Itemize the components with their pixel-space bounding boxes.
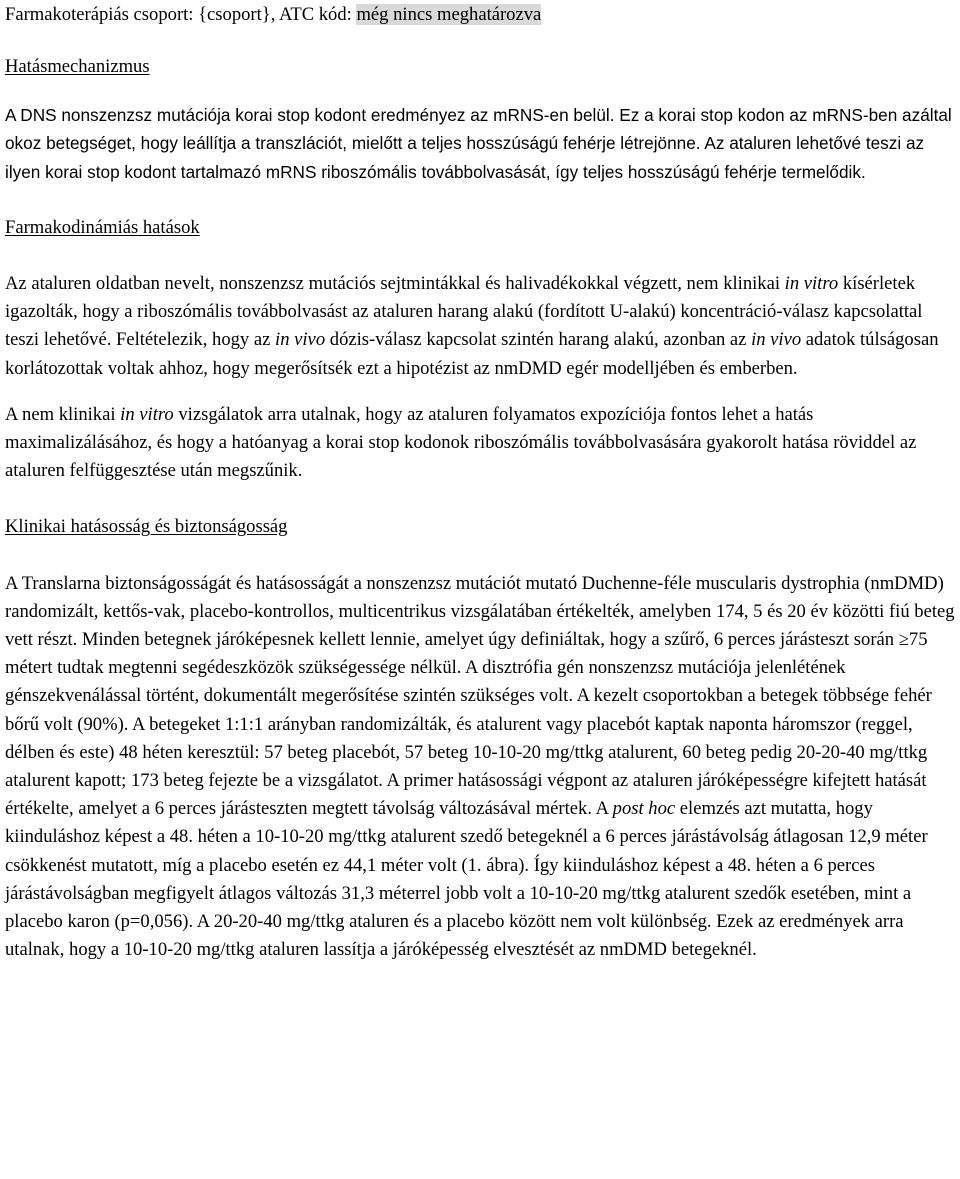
pd-p2-text-b: vizsgálatok arra utalnak, hogy az ataluren folyamatos expozíciója fontos lehet a hatás maximalizálásához, és hogy a hatóanyag a korai stop kodonok riboszómális továbbolvasására gyakorolt hatása röviddel az ataluren felfüggesztése után megszűnik. [5,403,917,482]
efficacy-paragraph [5,570,956,965]
therapeutic-group-prefix: Farmakoterápiás csoport: {csoport}, ATC kód: [5,4,357,25]
pd-p1-text-d: adatok túlságosan korlátozottak voltak ahhoz, hogy megerősítsék ezt a hipotézist az nmDMD egér modelljében és emberben. [5,329,939,379]
pd-p1-text-b: kísérletek igazolták, hogy a riboszómális továbbolvasást az ataluren harang alakú (fordított U-alakú) koncentráció-válasz kapcsolattal teszi lehetővé. Feltételezik, hogy az [5,273,923,351]
efficacy-text-a: A Translarna biztonságosságát és hatásosságát a nonszenzsz mutációt mutató Duchenne-féle muscularis dystrophia (nmDMD) randomizált, kettős-vak, placebo-kontrollos, multicentrikus vizsgálatában értékelték, amelyben 174, 5 és 20 év közötti fiú beteg vett részt. Minden betegnek járóképesnek kellett lennie, amelyet úgy definiáltak, hogy a szűrő, 6 perces járásteszt során ≥75 métert tudtak megtenni segédeszközök szükségessége nélkül. A disztrófia gén nonszenzsz mutációja jelenlétének génszekvenálással történt, dokumentált megerősítése szintén szükséges volt. A kezelt csoportokban a betegek többsége fehér bőrű volt (90%). A betegeket 1:1:1 arányban randomizálták, és atalurent vagy placebót kaptak naponta háromszor (reggel, délben és este) 48 héten keresztül: 57 beteg placebót, 57 beteg 10-10-20 mg/ttkg atalurent, 60 beteg pedig 20-20-40 mg/ttkg atalurent kapott; 173 beteg fejezte be a vizsgálatot. A primer hatásossági végpont az ataluren járóképességre kifejtett hatását értékelte, amelyet a 6 perces járásteszten megtett távolság változásával mértek. A [5,572,955,820]
pharmacodynamics-paragraph-2 [5,401,956,486]
efficacy-heading: Klinikai hatásosság és biztonságosság [5,516,288,538]
mechanism-paragraph: A DNS nonszenzsz mutációja korai stop kodont eredményez az mRNS-en belül. Ez a korai stop kodon az mRNS-ben azáltal okoz betegséget, hogy leállítja a transzlációt, mielőtt a teljes hosszúságú fehérje létrejönne. Az ataluren lehetővé teszi az ilyen korai stop kodont tartalmazó mRNS riboszómális továbbolvasását, így teljes hosszúságú fehérje termelődik. [5,105,952,182]
pharmacodynamics-heading: Farmakodinámiás hatások [5,216,200,238]
efficacy-text-b: elemzés azt mutatta, hogy kiinduláshoz képest a 48. héten a 10-10-20 mg/ttkg atalurent szedő betegeknél a 6 perces járástávolság átlagosan 12,9 méter csökkenést mutatott, míg a placebo esetén ez 44,1 méter volt (1. ábra). Így kiinduláshoz képest a 48. héten a 6 perces járástávolságban megfigyelt átlagos változás 31,3 méterrel jobb volt a 10-10-20 mg/ttkg atalurent szedők esetében, mint a placebo karon (p=0,056). A 20-20-40 mg/ttkg ataluren és a placebo között nem volt különbség. Ezek az eredmények arra utalnak, hogy a 10-10-20 mg/ttkg ataluren lassítja a járóképesség elvesztését az nmDMD betegeknél. [5,798,928,961]
pd-p1-text-a: Az ataluren oldatban nevelt, nonszenzsz mutációs sejtmintákkal és halivadékokkal végzett, nem klinikai [5,273,785,295]
pd-p2-text-a: A nem klinikai [5,403,121,425]
efficacy-post-hoc: post hoc [612,798,676,820]
pd-p1-in-vivo-2: in vivo [751,329,802,351]
therapeutic-group-line [5,1,956,31]
pd-p1-in-vitro: in vitro [784,273,839,295]
pd-p1-text-c: dózis-válasz kapcsolat szintén harang alakú, azonban az [325,329,752,351]
pd-p2-in-vitro: in vitro [120,403,174,425]
mechanism-heading: Hatásmechanizmus [5,56,150,77]
atc-code-value: még nincs meghatározva [356,4,542,25]
pd-p1-in-vivo-1: in vivo [275,329,326,351]
pharmacodynamics-paragraph-1 [5,270,956,383]
